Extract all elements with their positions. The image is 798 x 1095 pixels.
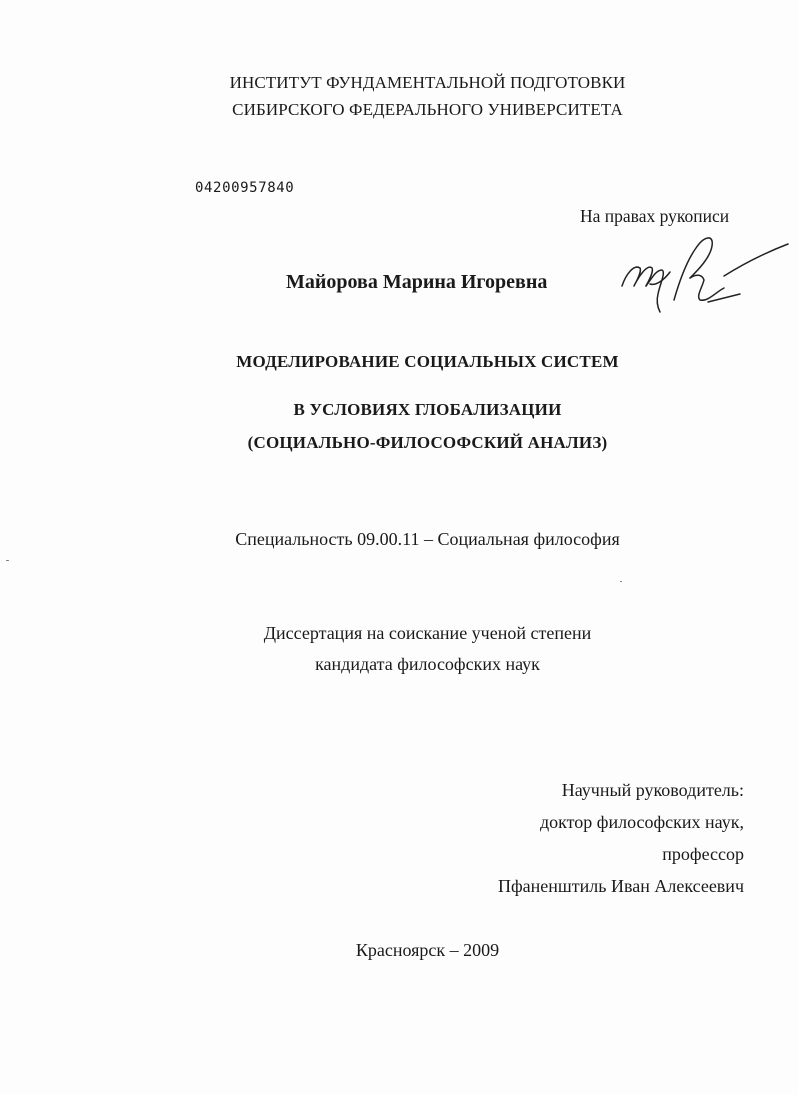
rights-note: На правах рукописи	[580, 206, 730, 226]
degree-line-2: кандидата философских наук	[315, 654, 540, 674]
city-year: Красноярск – 2009	[355, 940, 500, 960]
handwritten-signature	[612, 228, 792, 320]
supervisor-rank: профессор	[662, 844, 744, 864]
supervisor-degree: доктор философских наук,	[540, 812, 744, 832]
institute-line-1: ИНСТИТУТ ФУНДАМЕНТАЛЬНОЙ ПОДГОТОВКИ	[229, 73, 626, 92]
catalog-number: 04200957840	[195, 180, 295, 196]
thesis-title-line-3: (СОЦИАЛЬНО-ФИЛОСОФСКИЙ АНАЛИЗ)	[247, 433, 608, 452]
thesis-title-line-1: МОДЕЛИРОВАНИЕ СОЦИАЛЬНЫХ СИСТЕМ	[236, 352, 619, 371]
thesis-title-line-2: В УСЛОВИЯХ ГЛОБАЛИЗАЦИИ	[293, 400, 562, 419]
degree-line-1: Диссертация на соискание ученой степени	[263, 623, 592, 643]
scan-speck	[620, 581, 622, 582]
author-name: Майорова Марина Игоревна	[286, 271, 548, 293]
supervisor-name: Пфаненштиль Иван Алексеевич	[498, 876, 744, 896]
supervisor-label: Научный руководитель:	[561, 780, 744, 800]
specialty: Специальность 09.00.11 – Социальная философия	[235, 529, 620, 549]
institute-line-2: СИБИРСКОГО ФЕДЕРАЛЬНОГО УНИВЕРСИТЕТА	[232, 100, 623, 119]
scan-speck	[6, 560, 9, 561]
